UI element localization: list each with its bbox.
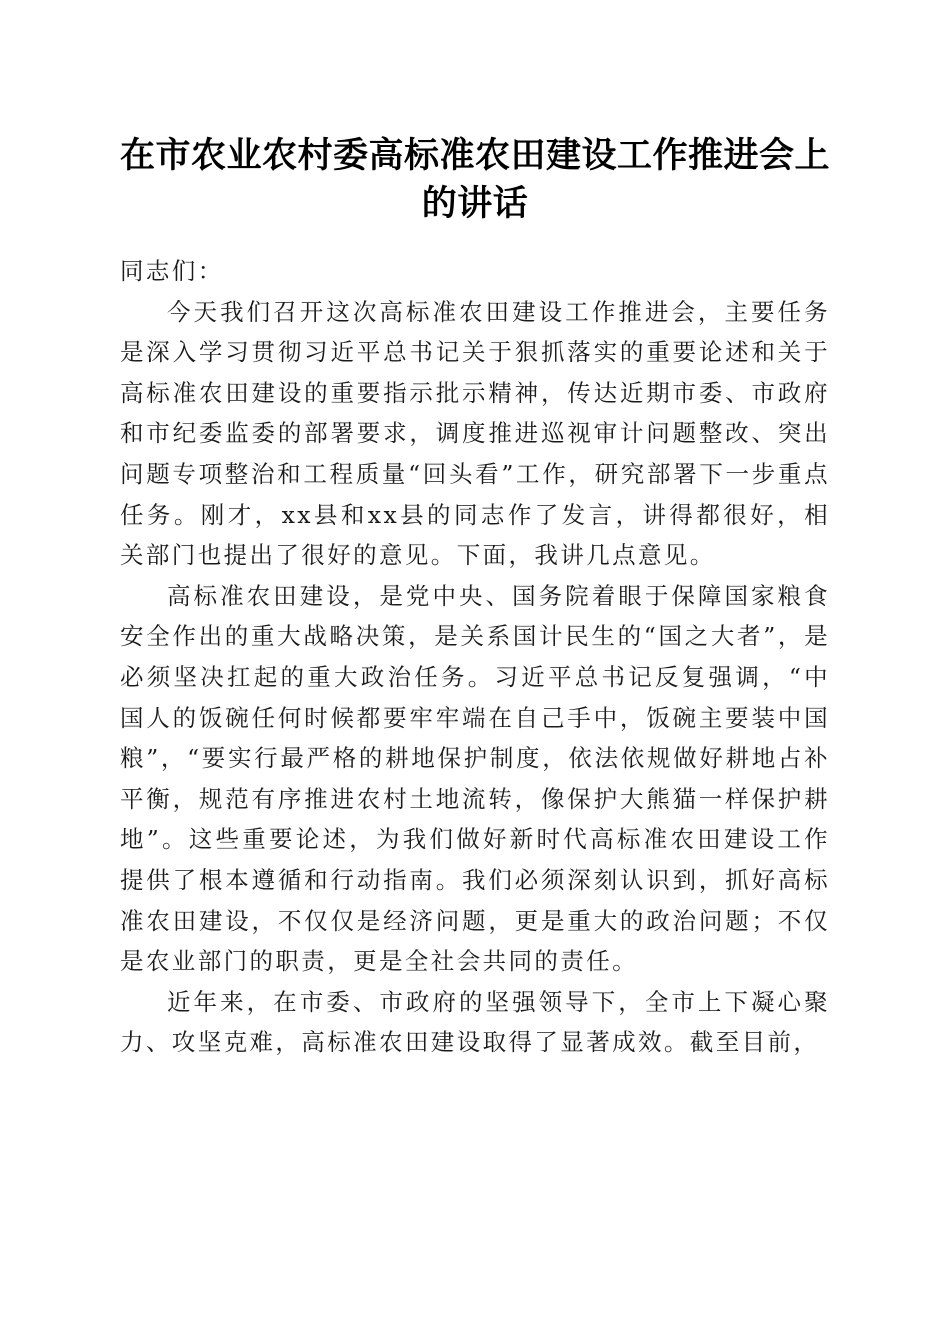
title-line-2: 的讲话 (421, 183, 529, 224)
paragraph-3: 近年来，在市委、市政府的坚强领导下，全市上下凝心聚力、攻坚克难，高标准农田建设取得了显著成效。截至目前， (120, 987, 830, 1057)
salutation: 同志们： (120, 257, 224, 285)
document-title (110, 132, 840, 228)
paragraph-2: 高标准农田建设，是党中央、国务院着眼于保障国家粮食安全作出的重大战略决策，是关系国计民生的“国之大者”，是必须坚决扛起的重大政治任务。习近平总书记反复强调，“中国人的饭碗任何时候都要牢牢端在自己手中，饭碗主要装中国粮”，“要实行最严格的耕地保护制度，依法依规做好耕地占补平衡，规范有序推进农村土地流转，像保护大熊猫一样保护耕地”。这些重要论述，为我们做好新时代高标准农田建设工作提供了根本遵循和行动指南。我们必须深刻认识到，抓好高标准农田建设，不仅仅是经济问题，更是重大的政治问题；不仅是农业部门的职责，更是全社会共同的责任。 (120, 581, 830, 976)
title-line-1: 在市农业农村委高标准农田建设工作推进会上 (119, 135, 830, 176)
paragraph-1: 今天我们召开这次高标准农田建设工作推进会，主要任务是深入学习贯彻习近平总书记关于狠抓落实的重要论述和关于高标准农田建设的重要指示批示精神，传达近期市委、市政府和市纪委监委的部署要求，调度推进巡视审计问题整改、突出问题专项整治和工程质量“回头看”工作，研究部署下一步重点任务。刚才，xx县和xx县的同志作了发言，讲得都很好，相关部门也提出了很好的意见。下面，我讲几点意见。 (120, 297, 830, 570)
document-body (120, 251, 830, 1063)
